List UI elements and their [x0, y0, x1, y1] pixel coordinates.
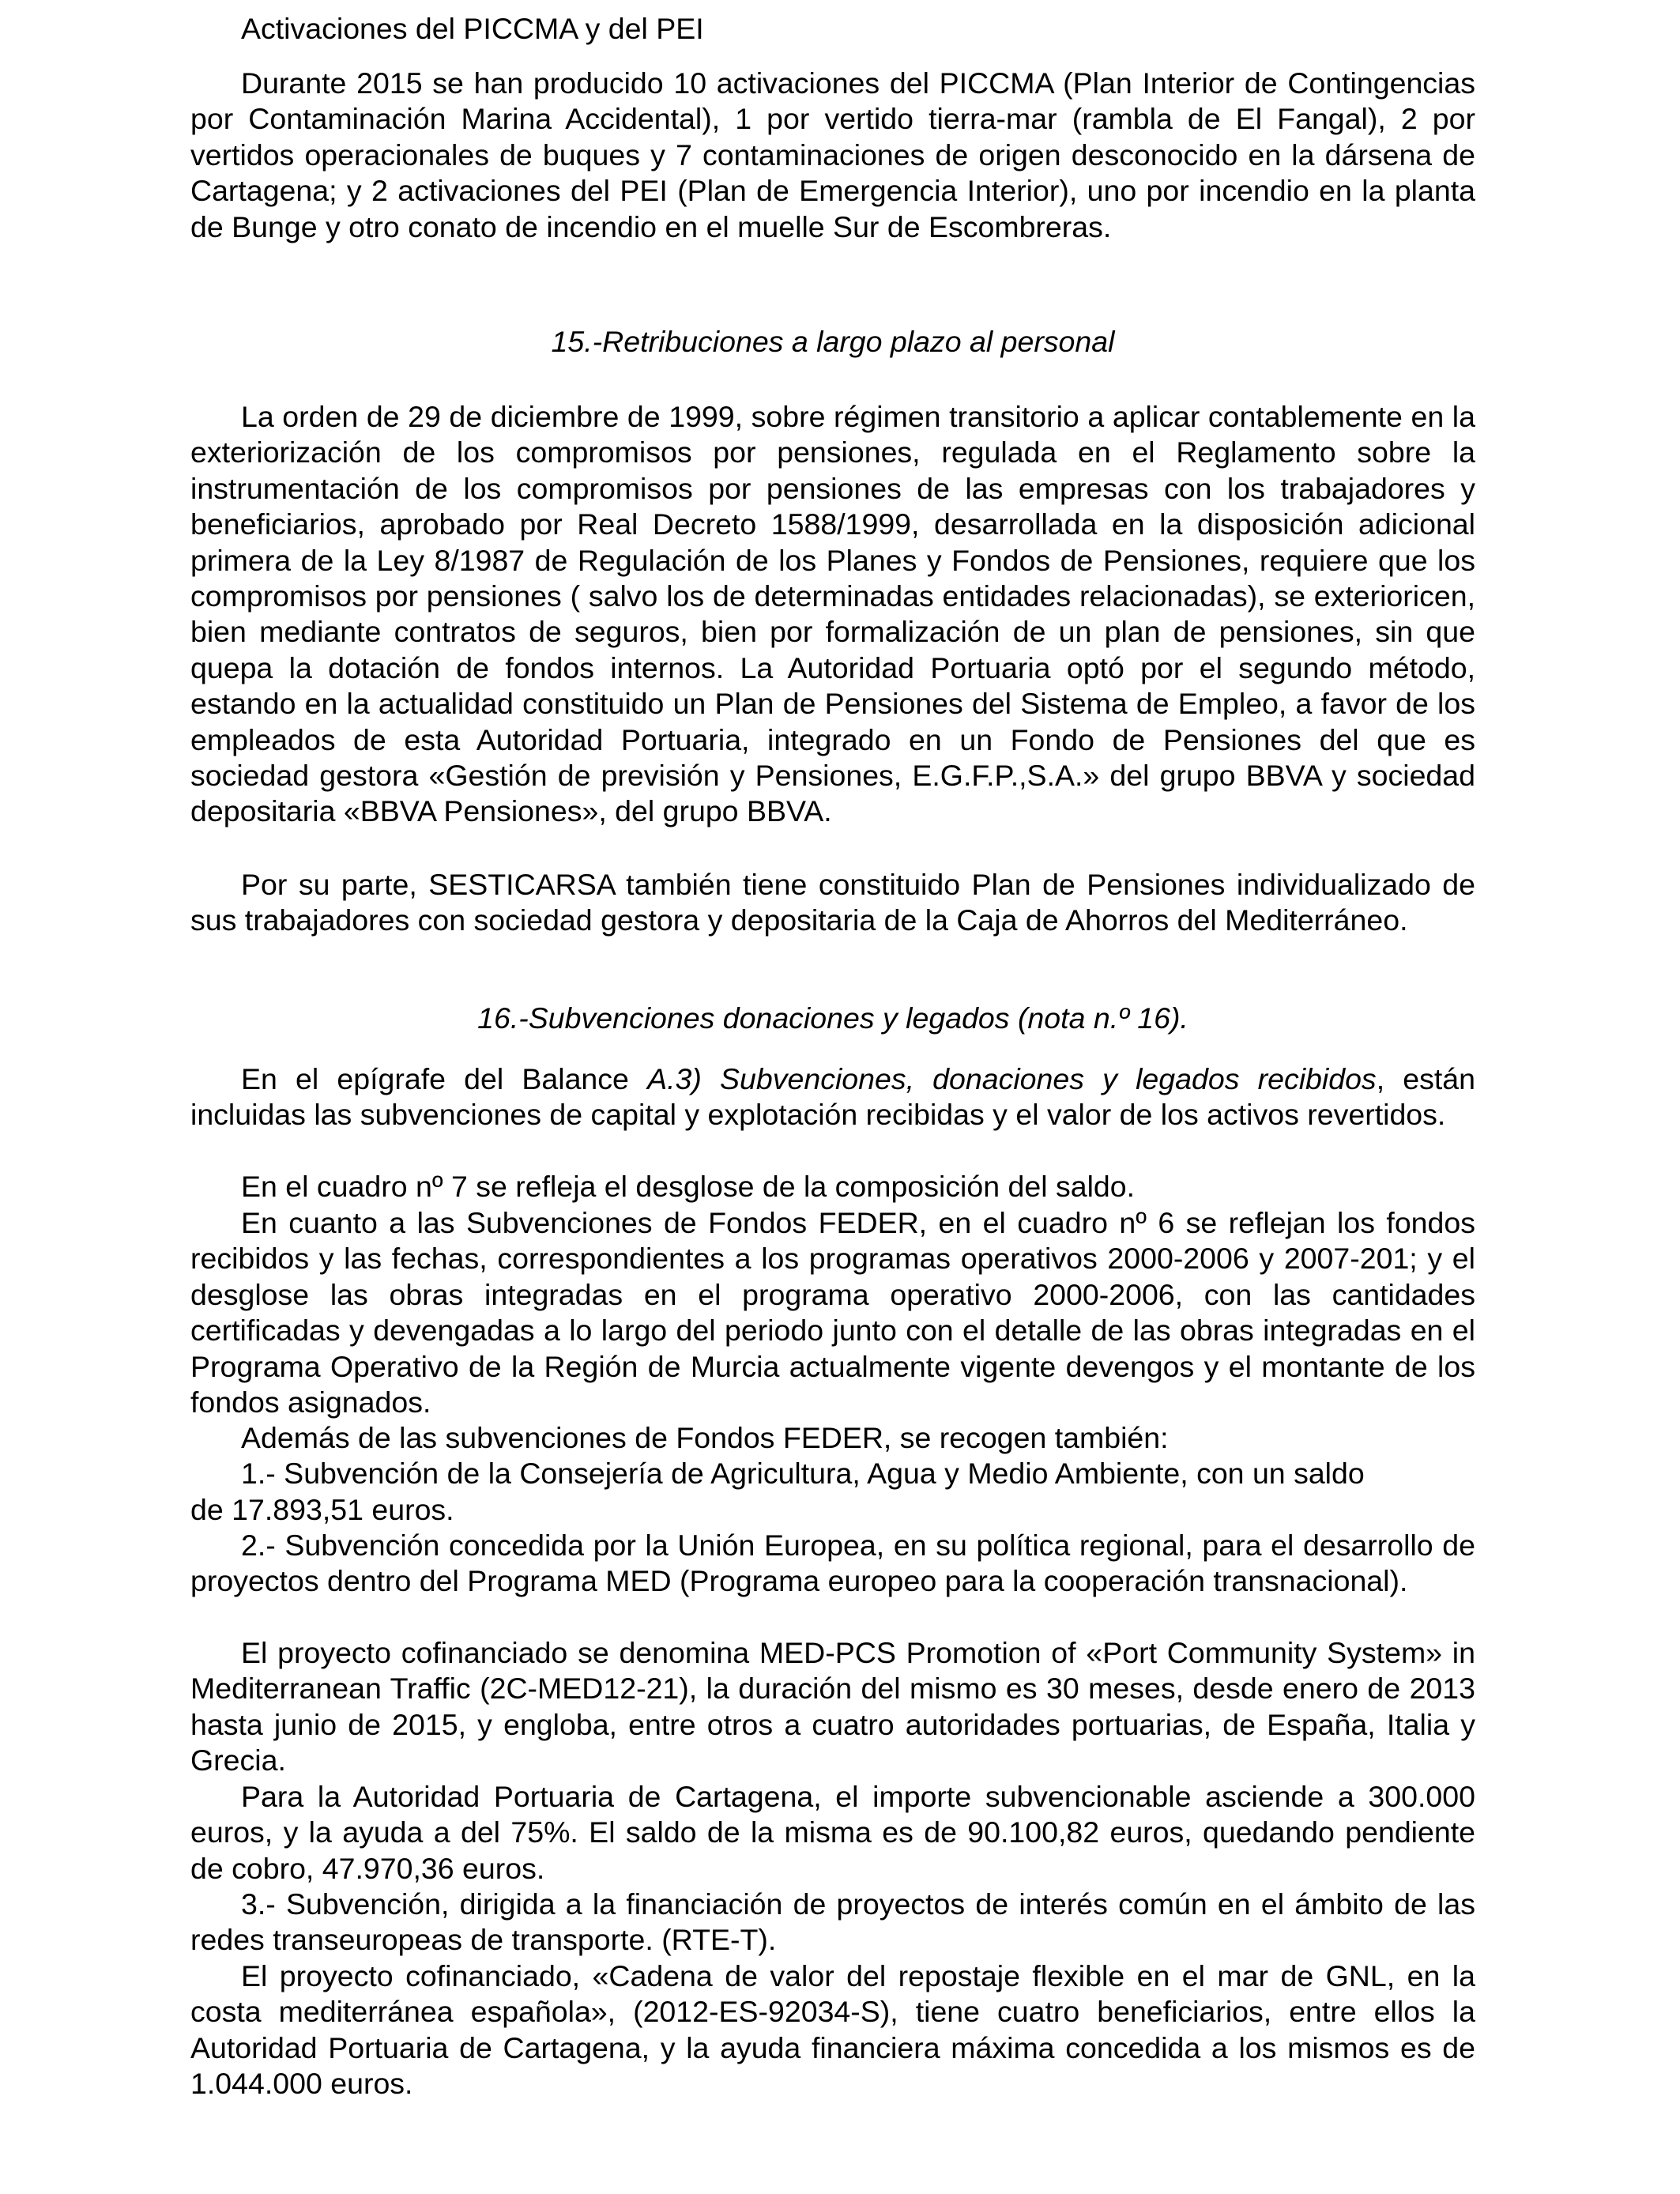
paragraph-16-item-1-saldo: de 17.893,51 euros. [190, 1493, 454, 1526]
balance-intro-text: En el epígrafe del Balance [241, 1062, 648, 1095]
paragraph-16-med-pcs: El proyecto cofinanciado se denomina MED-PCS Promotion of «Port Community System» in Mediterranean Traffic (2C-MED12-21), la duración del mismo es 30 meses, desde enero de 2013 hasta junio de 2015, y engloba, entre otros a cuatro autoridades portuarias, de España, Italia y Grecia. [190, 1636, 1475, 1777]
balance-rest-text: , están incluidas las subvenciones de capital y explotación recibidas y el valor de los activos revertidos. [190, 1062, 1476, 1132]
paragraph-16-feder: En cuanto a las Subvenciones de Fondos FEDER, en el cuadro nº 6 se reflejan los fondos recibidos y las fechas, correspondientes a los programas operativos 2000-2006 y 2007-201; y el desglose las obras integradas en el programa operativo 2000-2006, con las cantidades certificadas y devengadas a lo largo del periodo junto con el detalle de las obras integradas en el Programa Operativo de la Región de Murcia actualmente vigente devengos y el montante de los fondos asignados. [190, 1206, 1475, 1419]
paragraph-16-ademas: Además de las subvenciones de Fondos FEDER, se recogen también: [241, 1421, 1169, 1454]
paragraph-16-item-2: 2.- Subvención concedida por la Unión Europea, en su política regional, para el desarrollo de proyectos dentro del Programa MED (Programa europeo para la cooperación transnacional). [190, 1529, 1475, 1598]
paragraph-16-item-1: 1.- Subvención de la Consejería de Agricultura, Agua y Medio Ambiente, con un saldo [241, 1457, 1365, 1490]
section-heading-15: 15.-Retribuciones a largo plazo al personal [551, 325, 1115, 358]
paragraph-16-cuadro-7: En el cuadro nº 7 se refleja el desglose de la composición del saldo. [241, 1170, 1136, 1203]
paragraph-16-balance [190, 1061, 1475, 1133]
balance-epigraph: A.3) Subvenciones, donaciones y legados recibidos [647, 1062, 1377, 1095]
section-heading-activaciones: Activaciones del PICCMA y del PEI [241, 12, 704, 45]
section-heading-16: 16.-Subvenciones donaciones y legados (nota n.º 16). [477, 1001, 1188, 1035]
paragraph-activaciones: Durante 2015 se han producido 10 activaciones del PICCMA (Plan Interior de Contingencias por Contaminación Marina Accidental), 1 por vertido tierra-mar (rambla de El Fangal), 2 por vertidos operacionales de buques y 7 contaminaciones de origen desconocido en la dársena de Cartagena; y 2 activaciones del PEI (Plan de Emergencia Interior), uno por incendio en la planta de Bunge y otro conato de incendio en el muelle Sur de Escombreras. [190, 66, 1475, 243]
paragraph-15-pensiones: La orden de 29 de diciembre de 1999, sobre régimen transitorio a aplicar contablemente en la exteriorización de los compromisos por pensiones, regulada en el Reglamento sobre la instrumentación de los compromisos por pensiones de las empresas con los trabajadores y beneficiarios, aprobado por Real Decreto 1588/1999, desarrollada en la disposición adicional primera de la Ley 8/1987 de Regulación de los Planes y Fondos de Pensiones, requiere que los compromisos por pensiones ( salvo los de determinadas entidades relacionadas), se exterioricen, bien mediante contratos de seguros, bien por formalización de un plan de pensiones, sin que quepa la dotación de fondos internos. La Autoridad Portuaria optó por el segundo método, estando en la actualidad constituido un Plan de Pensiones del Sistema de Empleo, a favor de los empleados de esta Autoridad Portuaria, integrado en un Fondo de Pensiones del que es sociedad gestora «Gestión de previsión y Pensiones, E.G.F.P.,S.A.» del grupo BBVA y sociedad depositaria «BBVA Pensiones», del grupo BBVA. [190, 400, 1475, 828]
paragraph-16-importe: Para la Autoridad Portuaria de Cartagena, el importe subvencionable asciende a 300.000 euros, y la ayuda a del 75%. El saldo de la misma es de 90.100,82 euros, quedando pendiente de cobro, 47.970,36 euros. [190, 1780, 1475, 1885]
paragraph-15-sesticarsa: Por su parte, SESTICARSA también tiene constituido Plan de Pensiones individualizado de sus trabajadores con sociedad gestora y depositaria de la Caja de Ahorros del Mediterráneo. [190, 868, 1475, 937]
paragraph-16-gnl: El proyecto cofinanciado, «Cadena de valor del repostaje flexible en el mar de GNL, en la costa mediterránea española», (2012-ES-92034-S), tiene cuatro beneficiarios, entre ellos la Autoridad Portuaria de Cartagena, y la ayuda financiera máxima concedida a los mismos es de 1.044.000 euros. [190, 1959, 1475, 2101]
paragraph-16-item-3: 3.- Subvención, dirigida a la financiación de proyectos de interés común en el ámbito de las redes transeuropeas de transporte. (RTE-T). [190, 1887, 1475, 1957]
